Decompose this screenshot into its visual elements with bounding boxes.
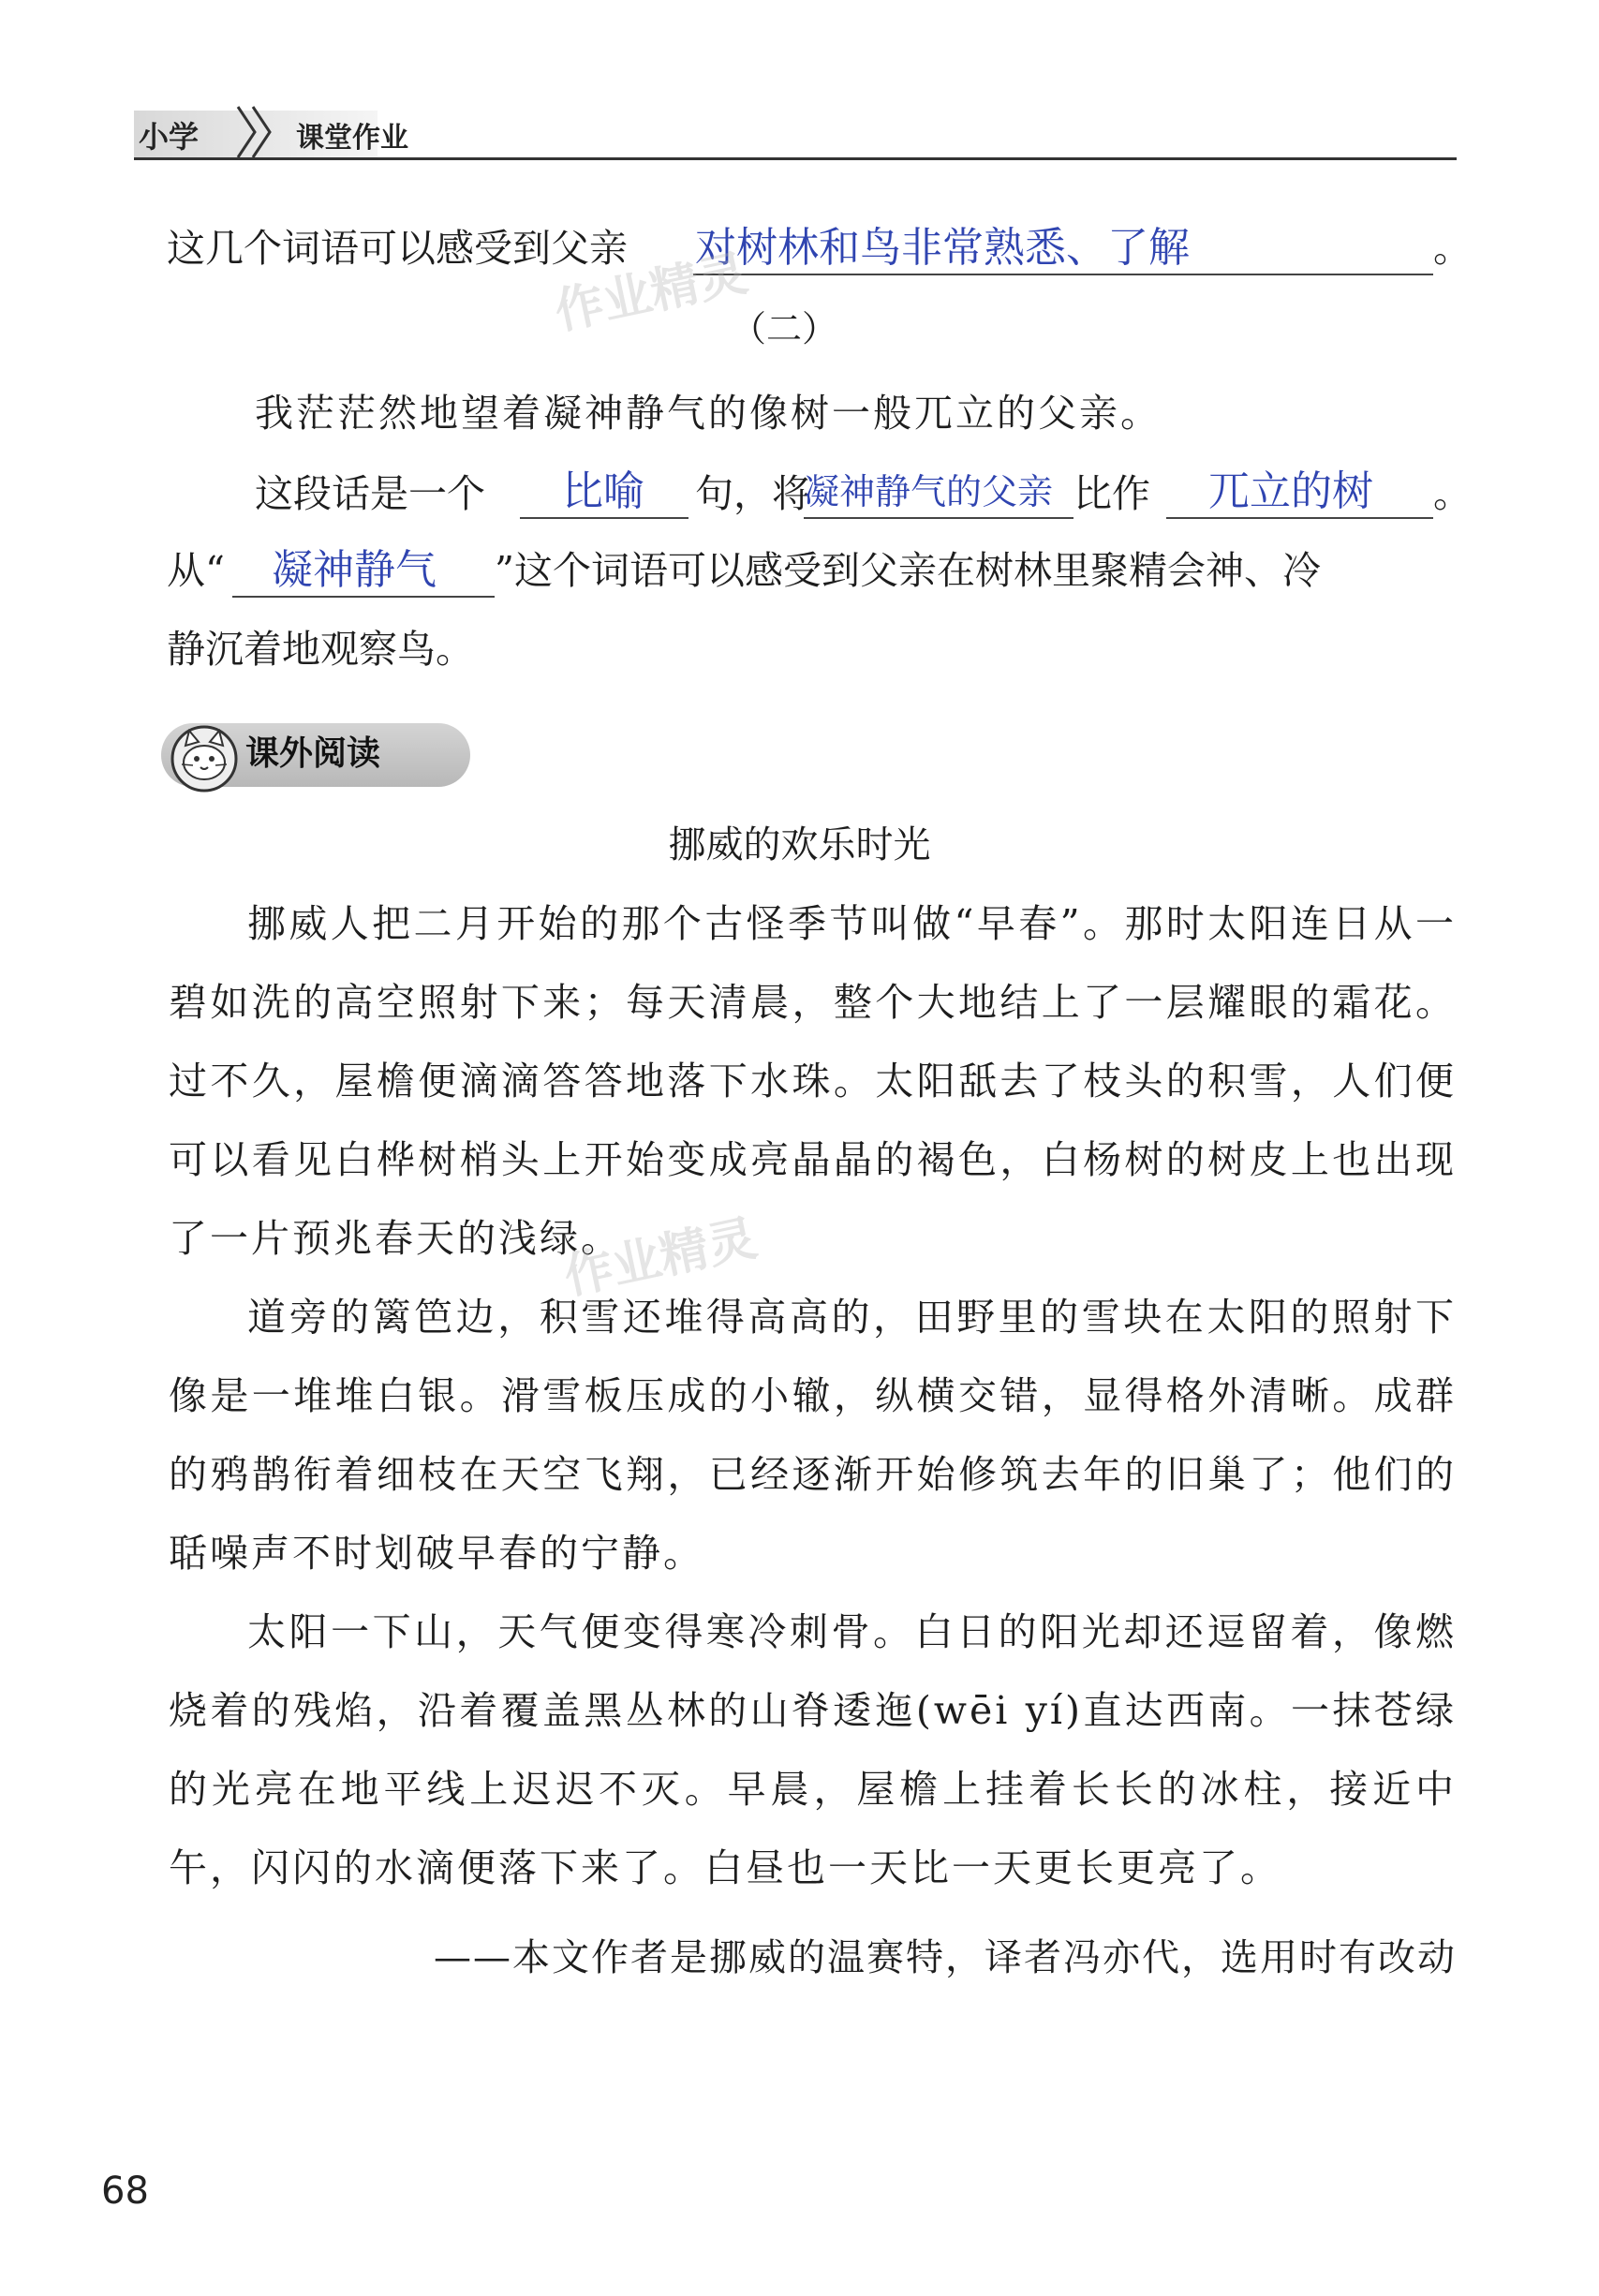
article-paragraph: 挪威人把二月开始的那个古怪季节叫做“早春”。那时太阳连日从一碧如洗的高空照射下来；每天清晨，整个大地结上了一层耀眼的霜花。过不久，屋檐便滴滴答答地落下水珠。太阳舐去了枝头的积雪，人们便可以看见白桦树梢头上开始变成亮晶晶的褐色，白杨树的树皮上也出现了一片预兆春天的浅绿。	[169, 901, 1457, 1261]
answer-underline	[804, 517, 1073, 519]
answer-underline	[232, 596, 495, 598]
answer-word: 凝神静气	[272, 546, 437, 594]
header-series: 小学	[139, 119, 200, 155]
part-label: （二）	[731, 308, 838, 349]
answer-underline	[520, 517, 688, 519]
article-title: 挪威的欢乐时光	[668, 823, 931, 867]
period: 。	[1433, 226, 1472, 271]
watermark: 作业精灵	[559, 1209, 762, 1306]
cat-face-icon	[169, 723, 240, 794]
article-source: ——本文作者是挪威的温赛特，译者冯亦代，选用时有改动	[434, 1936, 1457, 1979]
article-paragraph: 太阳一下山，天气便变得寒冷刺骨。白日的阳光却还逗留着，像燃烧着的残焰，沿着覆盖黑丛林的山脊逶迤(wēi yí)直达西南。一抹苍绿的光亮在地平线上迟迟不灭。早晨，屋檐上挂着长长的冰柱，接近中午，闪闪的水滴便落下来了。白昼也一天比一天更长更亮了。	[169, 1609, 1457, 1890]
answer-object: 兀立的树	[1208, 467, 1373, 515]
q1-prefix: 这段话是一个	[255, 471, 485, 516]
answer-subject: 凝神静气的父亲	[804, 471, 1054, 512]
header-book-title: 课堂作业	[296, 122, 408, 155]
chevron-double-icon	[234, 101, 281, 163]
q2-suffix: ”这个词语可以感受到父亲在树林里聚精会神、冷	[495, 548, 1321, 593]
q2-prefix: 从“	[167, 548, 225, 593]
answer-metaphor: 比喻	[562, 467, 644, 515]
period: 。	[1433, 471, 1472, 516]
q1-mid2: 比作	[1073, 471, 1150, 516]
watermark: 作业精灵	[550, 244, 753, 341]
answer-familiar: 对树林和鸟非常熟悉、了解	[695, 224, 1190, 272]
article-body	[169, 884, 1457, 1907]
header-rule	[134, 157, 1457, 160]
page-number: 68	[101, 2170, 149, 2213]
section-title: 课外阅读	[245, 734, 381, 773]
quote-line: 我茫茫然地望着凝神静气的像树一般兀立的父亲。	[255, 391, 1162, 436]
q1-mid1: 句，将	[695, 471, 810, 516]
article-paragraph: 道旁的篱笆边，积雪还堆得高高的，田野里的雪块在太阳的照射下像是一堆堆白银。滑雪板压成的小辙，纵横交错，显得格外清晰。成群的鸦鹊衔着细枝在天空飞翔，已经逐渐开始修筑去年的旧巢了；他们的聒噪声不时划破早春的宁静。	[169, 1295, 1457, 1576]
answer-underline	[693, 274, 1433, 275]
q2-line2: 静沉着地观察鸟。	[167, 627, 474, 672]
answer-underline	[1166, 517, 1433, 519]
q-sense-prefix: 这几个词语可以感受到父亲	[167, 226, 628, 271]
